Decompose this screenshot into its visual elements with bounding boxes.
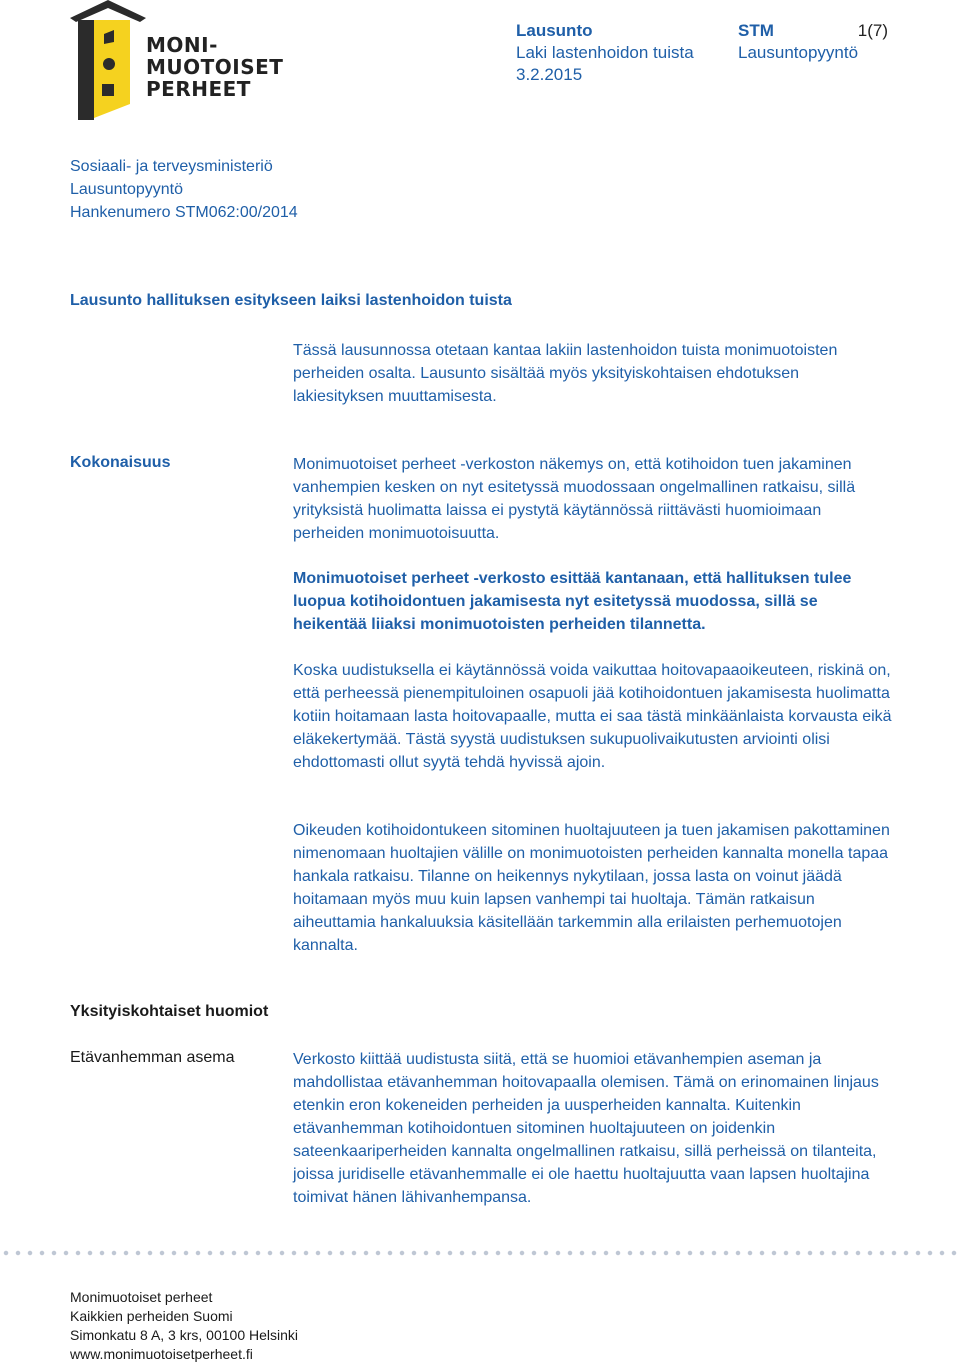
footer-divider	[0, 1250, 960, 1256]
detailed-paragraph-1: Verkosto kiittää uudistusta siitä, että se huomioi etävanhempien aseman ja mahdollistaa etävanhemman hoitovapaalla olemisen. Tämä on erinomainen linjaus etenkin eron kokeneiden perheiden ja uusperheiden kannalta. Kuitenkin etävanhemman kotihoidontuen sitominen huoltajuuteen on joidenkin sateenkaariperheiden kannalta ongelmallinen ratkaisu, sillä perheissä on tilanteita, joissa juridiselle etävanhemmalle ei ole haettu huoltajuutta vaan lapsen huoltajina toimivat hänen lähivanhempansa.	[293, 1051, 879, 1206]
organization-logo	[68, 0, 284, 124]
recipient-ministry: Sosiaali- ja terveysministeriö	[70, 158, 273, 175]
overall-paragraph-1: Monimuotoiset perheet -verkoston näkemys on, että kotihoidon tuen jakaminen vanhempien kesken on nyt esitetyssä muodossaan ongelmallinen ratkaisu, sillä yrityksistä huolimatta laissa ei pystytä käytännössä riittävästi huomioimaan perheiden monimuotoisuutta.	[293, 456, 856, 542]
logo-line-2: MUOTOISET	[146, 55, 284, 79]
doc-type: Lausunto	[516, 21, 593, 40]
footer-address: Simonkatu 8 A, 3 krs, 00100 Helsinki	[70, 1327, 299, 1343]
document-title: Lausunto hallituksen esitykseen laiksi lastenhoidon tuista	[70, 292, 512, 309]
overall-paragraph-3: Koska uudistuksella ei käytännössä voida vaikuttaa hoitovapaaoikeuteen, riskinä on, että perheessä pienempituloinen osapuoli jää kotihoidontuen jakamisesta huolimatta kotiin hoitamaan lasta hoitovapaalle, mutta ei saa tästä minkäänlaista korvausta eikä eläkekertymää. Tästä syystä uudistuksen sukupuolivaikutusten arviointi olisi ehdottomasti ollut syytä tehdä hyvissä ajoin.	[293, 662, 892, 771]
document-header	[516, 20, 694, 86]
doc-subject: Laki lastenhoidon tuista	[516, 43, 694, 62]
footer-website[interactable]: www.monimuotoisetperheet.fi	[70, 1346, 253, 1362]
overall-paragraph-2: Monimuotoiset perheet -verkosto esittää kantanaan, että hallituksen tulee luopua kotihoidontuen jakamisesta nyt esitetyssä muodossa, sillä se heikentää liiaksi monimuotoisten perheiden tilannetta.	[293, 570, 852, 633]
header-right	[738, 20, 888, 64]
footer-parent-org: Kaikkien perheiden Suomi	[70, 1308, 233, 1324]
overall-paragraph-4: Oikeuden kotihoidontukeen sitominen huoltajuuteen ja tuen jakamisen pakottaminen nimenomaan huoltajien välille on monimuotoisten perheiden kannalta monella tapaa hankala ratkaisu. Tilanne on heikennys nykytilaan, jossa lasta on voinut jäädä hoitamaan myös muu kuin lapsen vanhempi tai huoltaja. Tämän ratkaisun aiheuttamia hankaluuksia käsitellään tarkemmin alla erilaisten perhemuotojen kannalta.	[293, 822, 890, 954]
header-request: Lausuntopyyntö	[738, 43, 859, 62]
doc-date: 3.2.2015	[516, 65, 583, 84]
footer	[70, 1288, 298, 1364]
logo-line-1: MONI-	[146, 33, 218, 57]
recipient-request: Lausuntopyyntö	[70, 181, 183, 198]
birdhouse-icon	[68, 0, 148, 124]
recipient-block	[70, 155, 298, 224]
page-number: 1(7)	[857, 21, 888, 40]
footer-org: Monimuotoiset perheet	[70, 1289, 213, 1305]
sub-label-distance-parent: Etävanhemman asema	[70, 1049, 235, 1066]
section-heading-detailed: Yksityiskohtaiset huomiot	[70, 1003, 269, 1020]
case-number: Hankenumero STM062:00/2014	[70, 204, 298, 221]
logo-line-3: PERHEET	[146, 77, 251, 101]
intro-paragraph: Tässä lausunnossa otetaan kantaa lakiin lastenhoidon tuista monimuotoisten perheiden osalta. Lausunto sisältää myös yksityiskohtaisen ehdotuksen lakiesityksen muuttamisesta.	[293, 342, 838, 405]
logo-wordmark	[146, 34, 283, 100]
section-label-overall: Kokonaisuus	[70, 454, 171, 471]
header-org: STM	[738, 21, 774, 40]
